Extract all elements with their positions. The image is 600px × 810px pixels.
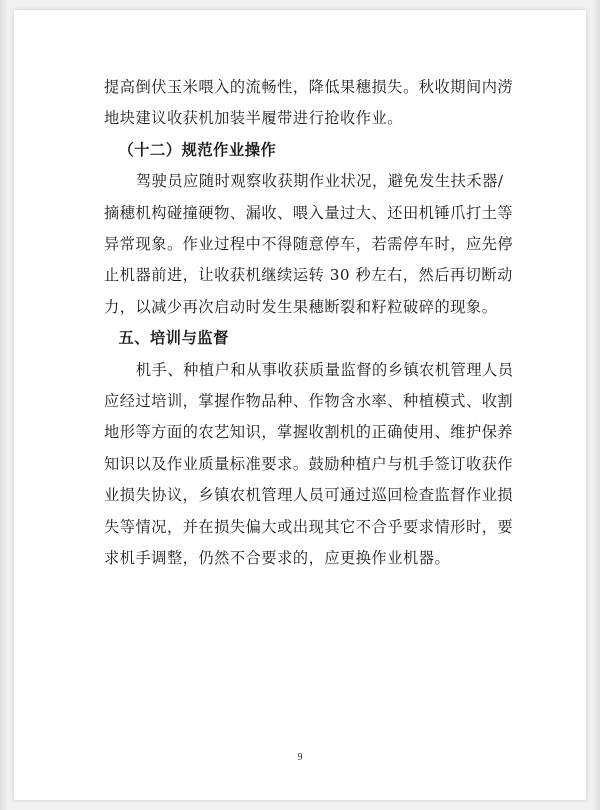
text-line: 提高倒伏玉米喂入的流畅性，降低果穗损失。秋收期间内涝 <box>104 78 514 96</box>
text-line: 异常现象。作业过程中不得随意停车，若需停车时，应先停 <box>104 235 514 254</box>
text-line: 知识以及作业质量标准要求。鼓励种植户与机手签订收获作 <box>104 454 514 473</box>
text-line: 力，以减少再次启动时发生果穗断裂和籽粒破碎的现象。 <box>104 297 498 316</box>
text-line: 地块建议收获机加装半履带进行抢收作业。 <box>104 109 404 128</box>
text-line: 机手、种植户和从事收获质量监督的乡镇农机管理人员 <box>135 360 514 379</box>
text-line: 地形等方面的农艺知识，掌握收割机的正确使用、维护保养 <box>104 423 514 442</box>
paragraph-5 <box>104 355 524 575</box>
text-line: 失等情况，并在损失偏大或出现其它不合乎要求情形时，要 <box>104 517 514 536</box>
document-page <box>14 10 586 800</box>
text-line: 求机手调整，仍然不合要求的，应更换作业机器。 <box>104 549 451 568</box>
page-body <box>104 72 524 575</box>
text-line: 摘穗机构碰撞硬物、漏收、喂入量过大、还田机锤爪打土等 <box>104 203 514 222</box>
paragraph-intro <box>104 72 524 135</box>
text-line: 驾驶员应随时观察收获期作业状况，避免发生扶禾器/ <box>135 172 504 191</box>
paragraph-12 <box>104 166 524 323</box>
text-line: 业损失协议，乡镇农机管理人员可通过巡回检查监督作业损 <box>104 486 514 505</box>
section-heading-12: （十二）规范作业操作 <box>118 140 277 159</box>
text-line: 应经过培训，掌握作物品种、作物含水率、种植模式、收割 <box>104 392 514 411</box>
text-line: 止机器前进，让收获机继续运转 30 秒左右，然后再切断动 <box>104 266 513 285</box>
page-number: 9 <box>297 752 303 763</box>
section-heading-5: 五、培训与监督 <box>118 329 229 348</box>
